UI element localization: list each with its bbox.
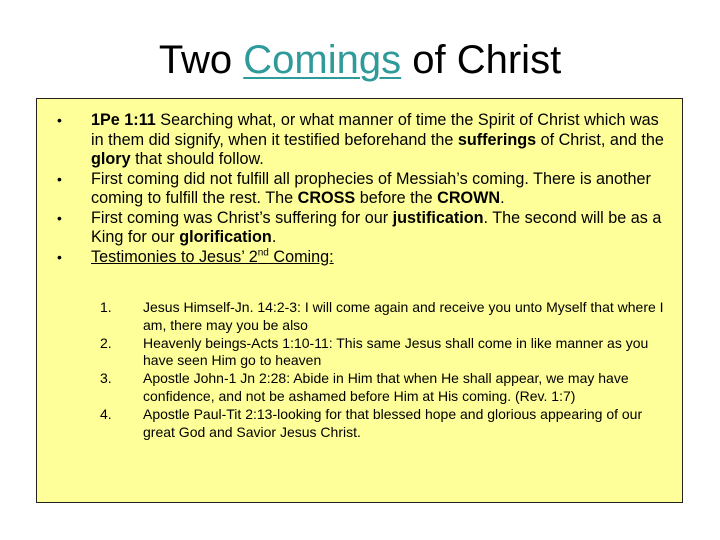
title-text-start: Two xyxy=(158,38,244,82)
bullet-dot-icon: • xyxy=(57,112,62,128)
slide-title xyxy=(0,36,720,84)
title-link-comings[interactable]: Comings xyxy=(243,38,402,82)
bullet-dot-icon: • xyxy=(57,170,62,187)
scripture-ref: 1Pe 1:11 xyxy=(91,111,156,129)
emphasis-word: justification xyxy=(392,208,484,227)
list-number: 4. xyxy=(100,405,112,422)
emphasis-word: glorification xyxy=(179,228,272,246)
emphasis-word: glory xyxy=(91,150,131,168)
list-number: 2. xyxy=(100,334,112,351)
emphasis-word: CROSS xyxy=(297,189,356,207)
bullet-dot-icon: • xyxy=(57,248,62,265)
list-text: Heavenly beings-Acts 1:10-11: This same Jesus shall come in like manner as you have seen Him go to heaven xyxy=(143,334,649,369)
bullet-item xyxy=(37,209,682,248)
bullet-item xyxy=(37,111,682,170)
list-number: 1. xyxy=(100,299,112,315)
testimony-list xyxy=(37,299,682,441)
list-text: Jesus Himself-Jn. 14:2-3: I will come again and receive you unto Myself that where I am, there may you be also xyxy=(143,299,664,333)
title-text-end: of Christ xyxy=(401,38,562,82)
bullet-dot-icon: • xyxy=(57,209,62,226)
bullet-item xyxy=(37,170,682,209)
list-number: 3. xyxy=(100,370,112,387)
list-item xyxy=(37,406,682,442)
bullet-text: First coming did not fulfill all prophecies of Messiah’s coming. There is another coming to fulfill the rest. The CROSS before the CROWN. xyxy=(91,169,651,207)
bullet-text: 1Pe 1:11 Searching what, or what manner of time the Spirit of Christ which was in them did signify, when it testified beforehand the sufferings of Christ, and the glory that should follow. xyxy=(91,111,664,168)
content-box xyxy=(36,98,683,503)
bullet-text: Testimonies to Jesus’ 2nd Coming: xyxy=(91,247,334,266)
emphasis-word: CROWN xyxy=(437,189,501,207)
bullet-item xyxy=(37,248,682,268)
list-item xyxy=(37,299,682,335)
emphasis-word: sufferings xyxy=(457,130,537,149)
list-text: Apostle John-1 Jn 2:28: Abide in Him that when He shall appear, we may have confidence, and not be ashamed before Him at His coming. (Rev. 1:7) xyxy=(143,370,629,404)
bullet-list xyxy=(37,111,682,267)
list-item xyxy=(37,335,682,371)
list-item xyxy=(37,370,682,406)
bullet-text: First coming was Christ’s suffering for our justification. The second will be as a King for our glorification. xyxy=(91,208,662,246)
list-text: Apostle Paul-Tit 2:13-looking for that blessed hope and glorious appearing of our great God and Savior Jesus Christ. xyxy=(143,405,643,440)
